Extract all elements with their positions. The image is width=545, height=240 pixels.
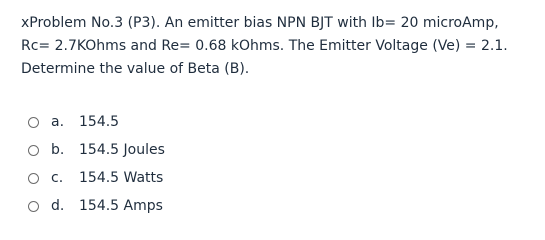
answer-list	[28, 108, 165, 220]
answer-option-b[interactable]	[28, 136, 165, 164]
answer-option-c[interactable]	[28, 164, 165, 192]
answer-label-c: 154.5 Watts	[79, 170, 164, 186]
answer-letter-b: b.	[51, 142, 65, 158]
answer-label-d: 154.5 Amps	[79, 198, 163, 214]
answer-label-b: 154.5 Joules	[79, 142, 165, 158]
radio-button-c[interactable]	[28, 173, 39, 184]
answer-letter-c: c.	[51, 170, 64, 186]
answer-option-d[interactable]	[28, 192, 165, 220]
radio-button-d[interactable]	[28, 201, 39, 212]
answer-label-a: 154.5	[79, 114, 120, 130]
radio-button-a[interactable]	[28, 117, 39, 128]
answer-letter-a: a.	[51, 114, 65, 130]
answer-letter-d: d.	[51, 198, 65, 214]
answer-option-a[interactable]	[28, 108, 165, 136]
radio-button-b[interactable]	[28, 145, 39, 156]
question-text: xProblem No.3 (P3). An emitter bias NPN BJT with Ib= 20 microAmp, Rc= 2.7KOhms and Re= 0.68 kOhms. The Emitter Voltage (Ve) = 2.1. Determine the value of Beta (B).	[21, 15, 508, 77]
